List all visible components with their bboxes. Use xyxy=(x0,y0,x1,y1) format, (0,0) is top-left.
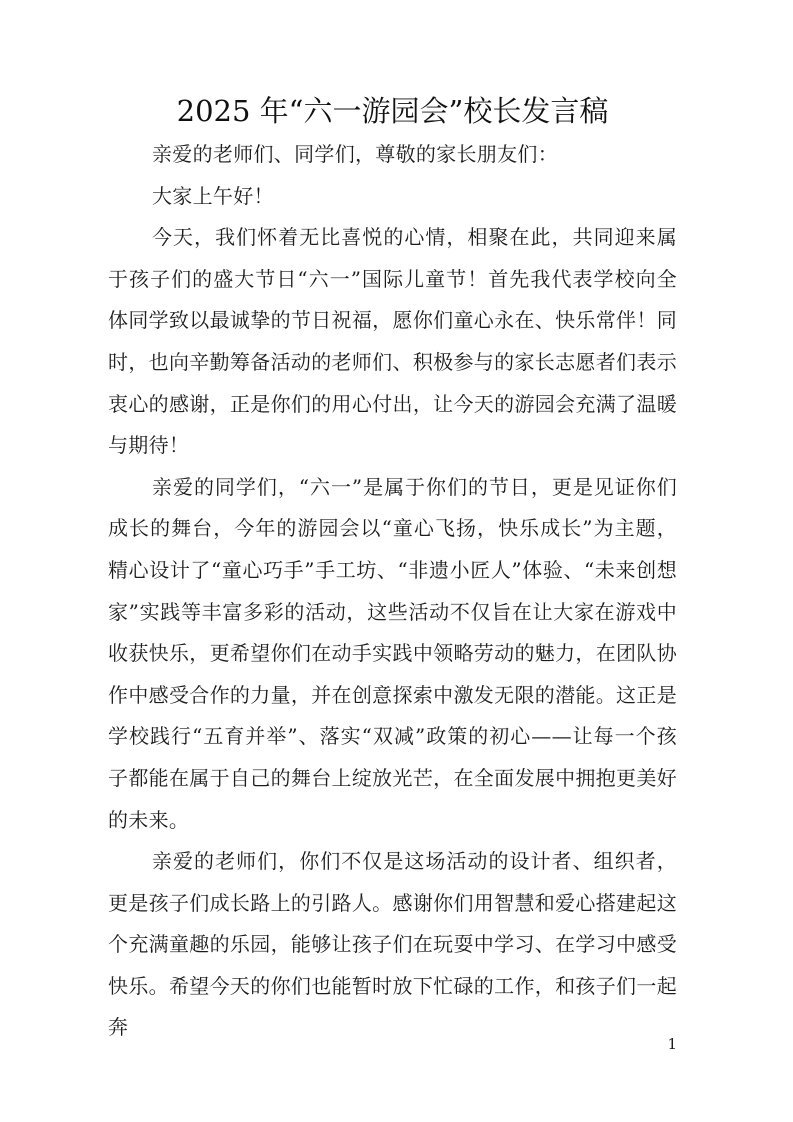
paragraph-salutation: 大家上午好！ xyxy=(152,183,274,208)
paragraph-to-teachers: 亲爱的老师们，你们不仅是这场活动的设计者、组织者，更是孩子们成长路上的引路人。感谢你们用智慧和爱心搭建起这个充满童趣的乐园，能够让孩子们在玩耍中学习、在学习中感受快乐。希望今天的你们也能暂时放下忙碌的工作，和孩子们一起奔 xyxy=(108,849,677,1040)
paragraph-greeting: 亲爱的老师们、同学们，尊敬的家长朋友们： xyxy=(152,142,558,166)
document-title: 2025 年“六一游园会”校长发言稿 xyxy=(176,94,609,128)
paragraph-opening: 今天，我们怀着无比喜悦的心情，相聚在此，共同迎来属于孩子们的盛大节日“六一”国际儿童节！首先我代表学校向全体同学致以最诚挚的节日祝福，愿你们童心永在、快乐常伴！同时，也向辛勤筹备活动的老师们、积极参与的家长志愿者们表示衷心的感谢，正是你们的用心付出，让今天的游园会充满了温暖与期待！ xyxy=(108,225,677,458)
paragraph-to-students: 亲爱的同学们，“六一”是属于你们的节日，更是见证你们成长的舞台，今年的游园会以“童心飞扬，快乐成长”为主题，精心设计了“童心巧手”手工坊、“非遗小匠人”体验、“未来创想家”实践等丰富多彩的活动，这些活动不仅旨在让大家在游戏中收获快乐，更希望你们在动手实践中领略劳动的魅力，在团队协作中感受合作的力量，并在创意探索中激发无限的潜能。这正是学校践行“五育并举”、落实“双减”政策的初心——让每一个孩子都能在属于自己的舞台上绽放光芒，在全面发展中拥抱更美好的未来。 xyxy=(108,474,677,832)
page-number: 1 xyxy=(667,1035,677,1053)
document-body xyxy=(108,134,677,1049)
